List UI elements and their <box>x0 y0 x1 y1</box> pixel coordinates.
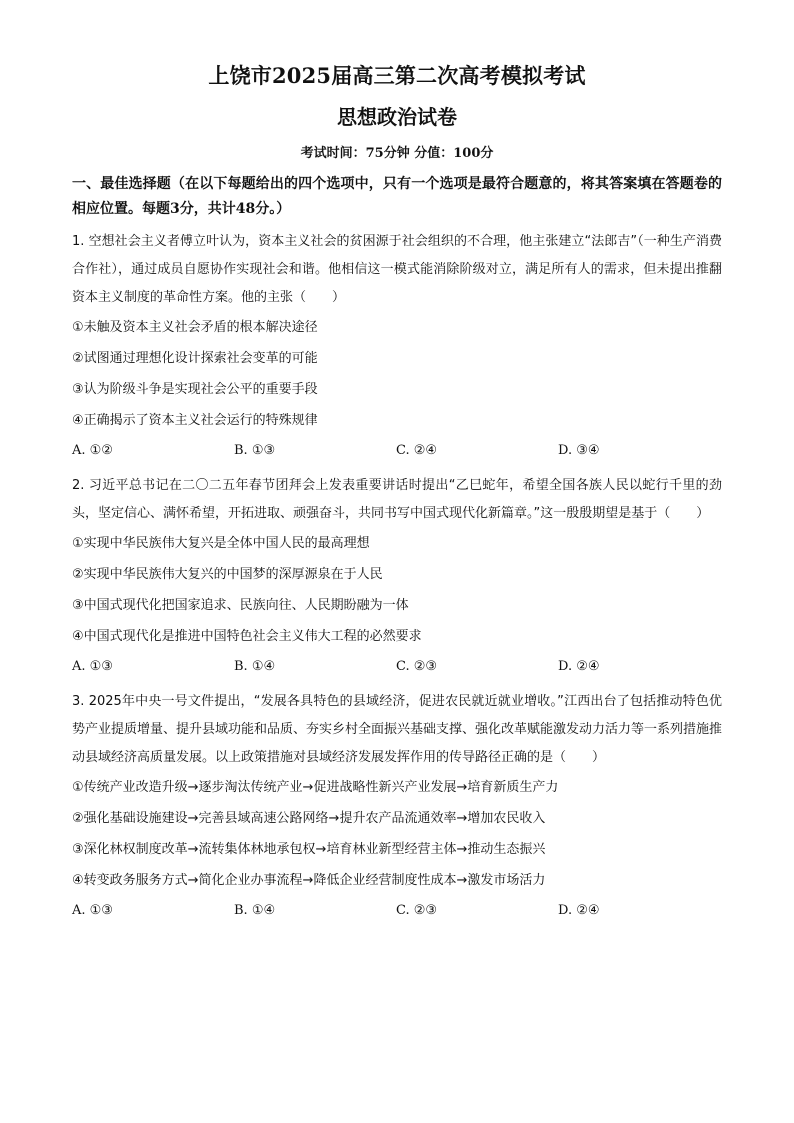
option-a: A. ①③ <box>72 903 113 918</box>
option-b: B. ①④ <box>234 659 276 674</box>
question-statement: ②强化基础设施建设→完善县域高速公路网络→提升农产品流通效率→增加农民收入 <box>72 811 546 826</box>
question-1 <box>72 228 722 466</box>
option-d: D. ③④ <box>558 443 600 458</box>
question-statement: ③认为阶级斗争是实现社会公平的重要手段 <box>72 382 318 397</box>
answer-options <box>72 896 722 926</box>
question-stem: 2. 习近平总书记在二〇二五年春节团拜会上发表重要讲话时提出“乙巳蛇年，希望全国各族人民以蛇行千里的劲头，坚定信心、满怀希望，开拓进取、顽强奋斗，共同书写中国式现代化新篇章。”这一殷殷期望是基于（ ） <box>72 478 722 521</box>
question-statement: ①实现中华民族伟大复兴是全体中国人民的最高理想 <box>72 536 370 551</box>
option-c: C. ②③ <box>396 903 438 918</box>
exam-subtitle: 思想政治试卷 <box>337 105 457 129</box>
exam-title: 上饶市2025届高三第二次高考模拟考试 <box>208 63 586 88</box>
question-statement: ④转变政务服务方式→简化企业办事流程→降低企业经营制度性成本→激发市场活力 <box>72 873 546 888</box>
option-b: B. ①④ <box>234 903 276 918</box>
question-statement: ①传统产业改造升级→逐步淘汰传统产业→促进战略性新兴产业发展→培育新质生产力 <box>72 780 559 795</box>
question-statement: ④中国式现代化是推进中国特色社会主义伟大工程的必然要求 <box>72 629 422 644</box>
question-statement: ③中国式现代化把国家追求、民族向往、人民期盼融为一体 <box>72 598 409 613</box>
question-statement: ③深化林权制度改革→流转集体林地承包权→培育林业新型经营主体→推动生态振兴 <box>72 842 546 857</box>
question-stem: 1. 空想社会主义者傅立叶认为，资本主义社会的贫困源于社会组织的不合理，他主张建立“法郎吉”（一种生产消费合作社），通过成员自愿协作实现社会和谐。他相信这一模式能消除阶级对立，满足所有人的需求，但未提出推翻资本主义制度的革命性方案。他的主张（ ） <box>72 234 722 305</box>
question-stem: 3. 2025年中央一号文件提出，“发展各具特色的县域经济，促进农民就近就业增收。”江西出台了包括推动特色优势产业提质增量、提升县域功能和品质、夯实乡村全面振兴基础支撑、强化改革赋能激发动力活力等一系列措施推动县域经济高质量发展。以上政策措施对县域经济发展发挥作用的传导路径正确的是（ ） <box>72 694 723 765</box>
option-a: A. ①③ <box>72 659 113 674</box>
exam-meta: 考试时间：75分钟 分值：100分 <box>300 146 494 161</box>
question-statement: ②试图通过理想化设计探索社会变革的可能 <box>72 351 318 366</box>
question-statement: ②实现中华民族伟大复兴的中国梦的深厚源泉在于人民 <box>72 567 383 582</box>
answer-options <box>72 652 722 682</box>
option-c: C. ②③ <box>396 659 438 674</box>
question-3 <box>72 688 722 926</box>
option-d: D. ②④ <box>558 903 600 918</box>
answer-options <box>72 436 722 466</box>
section-heading: 一、最佳选择题（在以下每题给出的四个选项中，只有一个选项是最符合题意的，将其答案填在答题卷的相应位置。每题3分，共计48分。） <box>72 176 722 217</box>
question-statement: ④正确揭示了资本主义社会运行的特殊规律 <box>72 413 318 428</box>
question-2 <box>72 472 722 682</box>
option-c: C. ②④ <box>396 443 438 458</box>
option-d: D. ②④ <box>558 659 600 674</box>
question-statement: ①未触及资本主义社会矛盾的根本解决途径 <box>72 320 318 335</box>
option-a: A. ①② <box>72 443 113 458</box>
option-b: B. ①③ <box>234 443 276 458</box>
